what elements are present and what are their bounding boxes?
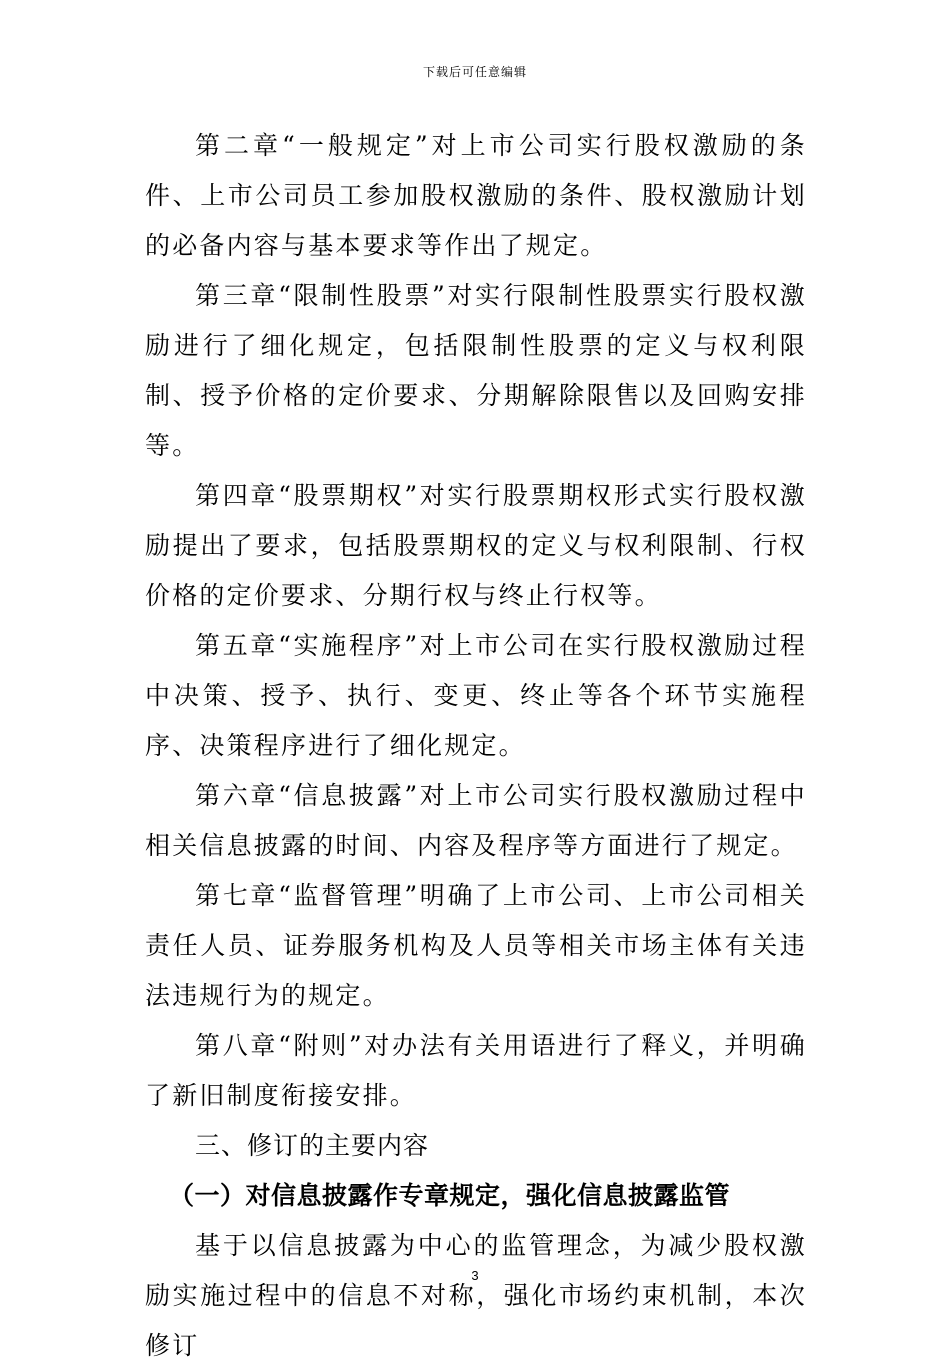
subsection-heading: （一）对信息披露作专章规定，强化信息披露监管	[169, 1181, 731, 1210]
section-heading: 三、修订的主要内容	[195, 1131, 430, 1160]
paragraph-closing: 基于以信息披露为中心的监管理念，为减少股权激励实施过程中的信息不对称，强化市场约束机制，本次修订	[145, 1231, 807, 1360]
paragraph-chapter-5: 第五章“实施程序”对上市公司在实行股权激励过程中决策、授予、执行、变更、终止等各个环节实施程序、决策程序进行了细化规定。	[145, 631, 807, 760]
paragraph-chapter-6: 第六章“信息披露”对上市公司实行股权激励过程中相关信息披露的时间、内容及程序等方面进行了规定。	[145, 781, 807, 860]
paragraph-chapter-4: 第四章“股票期权”对实行股票期权形式实行股权激励提出了要求，包括股票期权的定义与权利限制、行权价格的定价要求、分期行权与终止行权等。	[145, 481, 807, 610]
document-body	[145, 121, 807, 1371]
paragraph-chapter-3: 第三章“限制性股票”对实行限制性股票实行股权激励进行了细化规定，包括限制性股票的定义与权利限制、授予价格的定价要求、分期解除限售以及回购安排等。	[145, 281, 807, 460]
page-number: 3	[471, 1268, 479, 1283]
paragraph-chapter-8: 第八章“附则”对办法有关用语进行了释义，并明确了新旧制度衔接安排。	[145, 1031, 807, 1110]
paragraph-chapter-7: 第七章“监督管理”明确了上市公司、上市公司相关责任人员、证券服务机构及人员等相关市场主体有关违法违规行为的规定。	[145, 881, 807, 1010]
page-header: 下载后可任意编辑	[422, 65, 527, 79]
paragraph-chapter-2: 第二章“一般规定”对上市公司实行股权激励的条件、上市公司员工参加股权激励的条件、股权激励计划的必备内容与基本要求等作出了规定。	[145, 131, 807, 260]
